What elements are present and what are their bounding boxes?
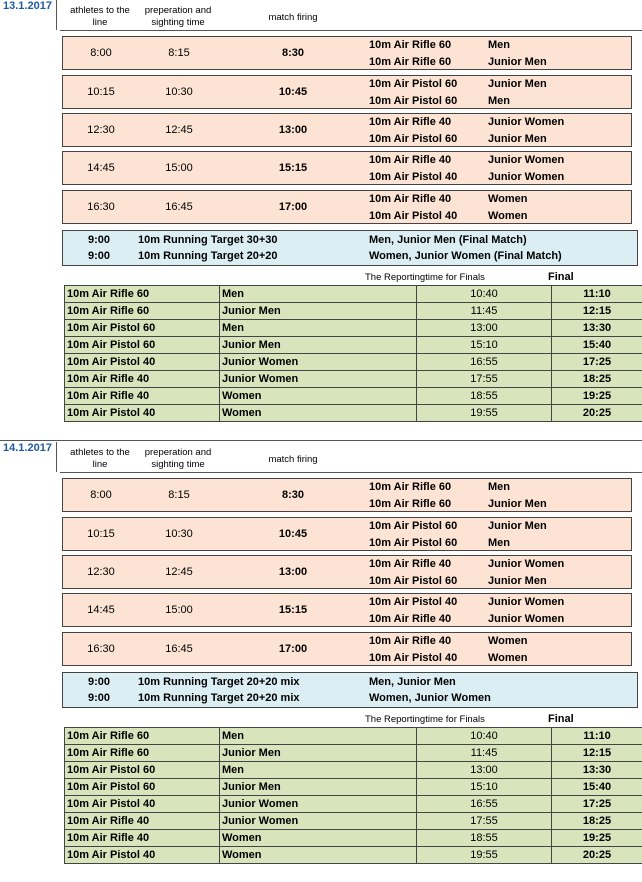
- header-athletes: athletes to the line: [62, 5, 138, 29]
- final-category: Men: [220, 320, 417, 337]
- relay-event: 10m Air Pistol 60: [369, 93, 489, 110]
- prep-time: 15:00: [139, 594, 219, 626]
- match-time: 15:15: [253, 594, 333, 626]
- final-reporting-time: 10:40: [417, 728, 552, 745]
- final-category: Women: [220, 847, 417, 864]
- reporting-time-header: The Reportingtime for Finals: [365, 272, 487, 283]
- prep-time: 12:45: [139, 114, 219, 146]
- relay-event: 10m Air Rifle 40: [369, 611, 489, 628]
- running-row: [63, 248, 637, 265]
- relay-block: [62, 517, 632, 551]
- final-time: 15:40: [552, 779, 642, 796]
- match-time: 13:00: [253, 556, 333, 588]
- final-reporting-time: 19:55: [417, 405, 552, 422]
- relay-event: 10m Air Rifle 40: [369, 191, 489, 208]
- final-event: 10m Air Pistol 60: [65, 762, 220, 779]
- match-time: 10:45: [253, 76, 333, 108]
- relay-event: 10m Air Pistol 40: [369, 650, 489, 667]
- athletes-time: 12:30: [63, 556, 139, 588]
- running-time: 9:00: [88, 248, 110, 265]
- prep-time: 15:00: [139, 152, 219, 184]
- athletes-time: 10:15: [63, 518, 139, 550]
- match-time: 8:30: [253, 37, 333, 69]
- finals-row: [65, 303, 642, 320]
- relay-category: Junior Men: [488, 76, 628, 93]
- relay-block: [62, 75, 632, 109]
- relay-category: Junior Men: [488, 573, 628, 590]
- final-event: 10m Air Rifle 60: [65, 303, 220, 320]
- match-time: 17:00: [253, 191, 333, 223]
- finals-row: [65, 320, 642, 337]
- relay-event: 10m Air Pistol 60: [369, 535, 489, 552]
- relay-event: 10m Air Pistol 60: [369, 518, 489, 535]
- running-category: Men, Junior Men: [369, 674, 456, 691]
- running-row: [63, 690, 637, 707]
- header-divider: [60, 30, 642, 31]
- finals-row: [65, 371, 642, 388]
- relay-category: Junior Women: [488, 169, 628, 186]
- relay-block: [62, 632, 632, 666]
- finals-row: [65, 337, 642, 354]
- relay-event: 10m Air Rifle 40: [369, 152, 489, 169]
- final-event: 10m Air Rifle 60: [65, 728, 220, 745]
- match-time: 17:00: [253, 633, 333, 665]
- final-time: 12:15: [552, 745, 642, 762]
- final-time: 17:25: [552, 796, 642, 813]
- final-event: 10m Air Rifle 40: [65, 388, 220, 405]
- relay-event: 10m Air Pistol 60: [369, 573, 489, 590]
- athletes-time: 14:45: [63, 594, 139, 626]
- relay-category: Junior Women: [488, 594, 628, 611]
- final-time: 20:25: [552, 405, 642, 422]
- final-reporting-time: 13:00: [417, 762, 552, 779]
- relay-category: Junior Men: [488, 54, 628, 71]
- running-category: Women, Junior Women: [369, 690, 491, 707]
- final-event: 10m Air Pistol 40: [65, 796, 220, 813]
- relay-block: [62, 151, 632, 185]
- final-event: 10m Air Rifle 40: [65, 830, 220, 847]
- prep-time: 16:45: [139, 633, 219, 665]
- finals-row: [65, 813, 642, 830]
- relay-category: Junior Women: [488, 114, 628, 131]
- finals-row: [65, 779, 642, 796]
- final-category: Junior Women: [220, 354, 417, 371]
- finals-row: [65, 745, 642, 762]
- prep-time: 10:30: [139, 518, 219, 550]
- prep-time: 16:45: [139, 191, 219, 223]
- final-reporting-time: 19:55: [417, 847, 552, 864]
- final-time: 17:25: [552, 354, 642, 371]
- match-time: 15:15: [253, 152, 333, 184]
- relay-block: [62, 113, 632, 147]
- final-reporting-time: 17:55: [417, 371, 552, 388]
- finals-table: [64, 285, 642, 422]
- running-row: [63, 674, 637, 691]
- relay-category: Men: [488, 535, 628, 552]
- final-event: 10m Air Rifle 40: [65, 813, 220, 830]
- finals-row: [65, 830, 642, 847]
- date-divider: [56, 0, 57, 30]
- running-time: 9:00: [88, 690, 110, 707]
- final-reporting-time: 16:55: [417, 354, 552, 371]
- relay-block: [62, 478, 632, 512]
- header-preparation: preperation and sighting time: [138, 5, 218, 29]
- final-time: 20:25: [552, 847, 642, 864]
- final-time: 15:40: [552, 337, 642, 354]
- athletes-time: 12:30: [63, 114, 139, 146]
- relay-block: [62, 190, 632, 224]
- relay-category: Men: [488, 37, 628, 54]
- day-section: [0, 0, 642, 440]
- running-event: 10m Running Target 20+20: [138, 248, 277, 265]
- final-category: Men: [220, 762, 417, 779]
- header-preparation: preperation and sighting time: [138, 447, 218, 471]
- final-event: 10m Air Pistol 40: [65, 847, 220, 864]
- running-target-block: [62, 230, 638, 266]
- final-reporting-time: 13:00: [417, 320, 552, 337]
- relay-category: Junior Men: [488, 518, 628, 535]
- final-time: 18:25: [552, 813, 642, 830]
- final-event: 10m Air Pistol 60: [65, 779, 220, 796]
- relay-category: Junior Men: [488, 496, 628, 513]
- final-event: 10m Air Rifle 60: [65, 745, 220, 762]
- athletes-time: 16:30: [63, 633, 139, 665]
- final-category: Junior Men: [220, 779, 417, 796]
- final-reporting-time: 11:45: [417, 303, 552, 320]
- running-target-block: [62, 672, 638, 708]
- athletes-time: 14:45: [63, 152, 139, 184]
- relay-event: 10m Air Pistol 60: [369, 76, 489, 93]
- final-reporting-time: 18:55: [417, 830, 552, 847]
- day-section: [0, 442, 642, 882]
- relay-category: Junior Men: [488, 131, 628, 148]
- relay-event: 10m Air Pistol 40: [369, 208, 489, 225]
- running-event: 10m Running Target 20+20 mix: [138, 690, 300, 707]
- relay-category: Junior Women: [488, 152, 628, 169]
- relay-category: Men: [488, 479, 628, 496]
- final-event: 10m Air Pistol 60: [65, 320, 220, 337]
- athletes-time: 10:15: [63, 76, 139, 108]
- final-event: 10m Air Rifle 60: [65, 286, 220, 303]
- finals-row: [65, 354, 642, 371]
- relay-event: 10m Air Pistol 40: [369, 169, 489, 186]
- final-category: Junior Women: [220, 813, 417, 830]
- final-time: 12:15: [552, 303, 642, 320]
- final-time: 11:10: [552, 728, 642, 745]
- relay-block: [62, 555, 632, 589]
- date-label: 14.1.2017: [3, 442, 52, 454]
- relay-event: 10m Air Rifle 40: [369, 556, 489, 573]
- final-time: 13:30: [552, 762, 642, 779]
- match-time: 10:45: [253, 518, 333, 550]
- final-time: 18:25: [552, 371, 642, 388]
- final-category: Junior Men: [220, 745, 417, 762]
- final-reporting-time: 10:40: [417, 286, 552, 303]
- relay-event: 10m Air Rifle 60: [369, 496, 489, 513]
- final-event: 10m Air Pistol 40: [65, 405, 220, 422]
- final-time: 13:30: [552, 320, 642, 337]
- match-time: 8:30: [253, 479, 333, 511]
- running-category: Men, Junior Men (Final Match): [369, 232, 527, 249]
- final-time: 11:10: [552, 286, 642, 303]
- prep-time: 8:15: [139, 37, 219, 69]
- relay-event: 10m Air Rifle 40: [369, 114, 489, 131]
- finals-table: [64, 727, 642, 864]
- final-event: 10m Air Pistol 40: [65, 354, 220, 371]
- relay-category: Women: [488, 650, 628, 667]
- relay-category: Women: [488, 208, 628, 225]
- finals-row: [65, 286, 642, 303]
- final-category: Women: [220, 388, 417, 405]
- final-time: 19:25: [552, 830, 642, 847]
- final-reporting-time: 16:55: [417, 796, 552, 813]
- finals-row: [65, 405, 642, 422]
- prep-time: 12:45: [139, 556, 219, 588]
- finals-row: [65, 762, 642, 779]
- final-event: 10m Air Rifle 40: [65, 371, 220, 388]
- relay-category: Junior Women: [488, 611, 628, 628]
- day-separator: [0, 440, 642, 441]
- final-category: Men: [220, 728, 417, 745]
- relay-category: Women: [488, 633, 628, 650]
- final-reporting-time: 11:45: [417, 745, 552, 762]
- relay-event: 10m Air Pistol 60: [369, 131, 489, 148]
- finals-row: [65, 847, 642, 864]
- prep-time: 10:30: [139, 76, 219, 108]
- relay-category: Junior Women: [488, 556, 628, 573]
- relay-event: 10m Air Pistol 40: [369, 594, 489, 611]
- header-match-firing: match firing: [255, 454, 331, 466]
- athletes-time: 16:30: [63, 191, 139, 223]
- relay-event: 10m Air Rifle 40: [369, 633, 489, 650]
- final-category: Junior Men: [220, 337, 417, 354]
- final-category: Women: [220, 405, 417, 422]
- running-event: 10m Running Target 30+30: [138, 232, 277, 249]
- date-label: 13.1.2017: [3, 0, 52, 12]
- finals-row: [65, 796, 642, 813]
- relay-category: Women: [488, 191, 628, 208]
- relay-block: [62, 36, 632, 70]
- relay-block: [62, 593, 632, 627]
- final-category: Men: [220, 286, 417, 303]
- running-time: 9:00: [88, 232, 110, 249]
- reporting-time-header: The Reportingtime for Finals: [365, 714, 487, 725]
- relay-category: Men: [488, 93, 628, 110]
- relay-event: 10m Air Rifle 60: [369, 479, 489, 496]
- date-divider: [56, 442, 57, 472]
- final-reporting-time: 18:55: [417, 388, 552, 405]
- relay-event: 10m Air Rifle 60: [369, 54, 489, 71]
- final-reporting-time: 17:55: [417, 813, 552, 830]
- relay-event: 10m Air Rifle 60: [369, 37, 489, 54]
- prep-time: 8:15: [139, 479, 219, 511]
- finals-row: [65, 388, 642, 405]
- running-row: [63, 232, 637, 249]
- match-time: 13:00: [253, 114, 333, 146]
- running-time: 9:00: [88, 674, 110, 691]
- final-header: Final: [548, 713, 574, 725]
- final-category: Junior Women: [220, 796, 417, 813]
- final-header: Final: [548, 271, 574, 283]
- header-match-firing: match firing: [255, 12, 331, 24]
- running-category: Women, Junior Women (Final Match): [369, 248, 562, 265]
- running-event: 10m Running Target 20+20 mix: [138, 674, 300, 691]
- athletes-time: 8:00: [63, 37, 139, 69]
- final-category: Junior Women: [220, 371, 417, 388]
- final-category: Junior Men: [220, 303, 417, 320]
- final-event: 10m Air Pistol 60: [65, 337, 220, 354]
- header-divider: [60, 472, 642, 473]
- final-category: Women: [220, 830, 417, 847]
- final-time: 19:25: [552, 388, 642, 405]
- final-reporting-time: 15:10: [417, 337, 552, 354]
- header-athletes: athletes to the line: [62, 447, 138, 471]
- finals-row: [65, 728, 642, 745]
- athletes-time: 8:00: [63, 479, 139, 511]
- final-reporting-time: 15:10: [417, 779, 552, 796]
